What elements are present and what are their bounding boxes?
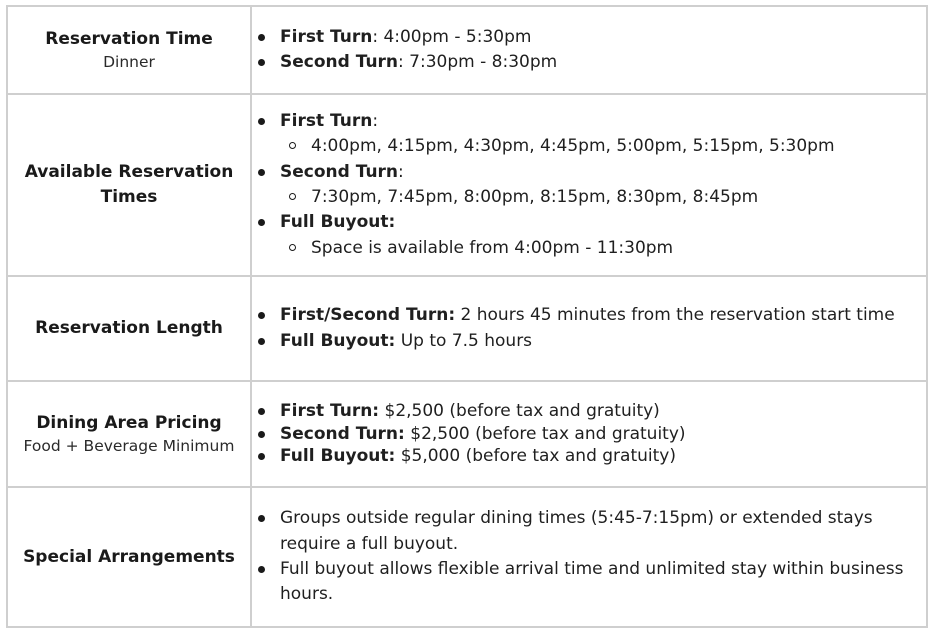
detail-list xyxy=(252,506,926,607)
row-label: Dining Area Pricing xyxy=(36,413,222,433)
row-detail-cell xyxy=(251,381,927,487)
item-term: First/Second Turn: xyxy=(280,305,456,326)
row-label-cell xyxy=(7,94,251,276)
row-detail-cell xyxy=(251,94,927,276)
table-row xyxy=(7,487,927,627)
reservation-table xyxy=(6,5,928,628)
list-item xyxy=(280,506,926,557)
item-text: Full buyout allows flexible arrival time and unlimited stay within business hours. xyxy=(280,559,904,605)
list-item xyxy=(280,423,926,446)
item-term: Full Buyout: xyxy=(280,212,396,233)
list-item xyxy=(280,160,926,211)
list-item xyxy=(280,210,926,261)
sub-list-item: Space is available from 4:00pm - 11:30pm xyxy=(311,236,926,261)
detail-list xyxy=(252,109,926,261)
item-text: : 7:30pm - 8:30pm xyxy=(398,52,558,72)
item-text: : xyxy=(372,111,379,132)
sub-list-item: 4:00pm, 4:15pm, 4:30pm, 4:45pm, 5:00pm, 5:15pm, 5:30pm xyxy=(311,134,926,159)
item-term: Full Buyout: xyxy=(280,330,396,351)
item-text: Groups outside regular dining times (5:45-7:15pm) or extended stays require a full buyout. xyxy=(280,508,873,554)
item-term: First Turn: xyxy=(280,401,380,422)
list-item xyxy=(280,445,926,468)
row-label-cell xyxy=(7,6,251,94)
row-label: Reservation Length xyxy=(35,318,223,338)
item-term: First Turn xyxy=(280,111,373,132)
row-label: Available Reservation Times xyxy=(24,162,234,207)
row-label: Special Arrangements xyxy=(23,546,235,567)
row-sublabel: Dinner xyxy=(103,53,155,71)
list-item xyxy=(280,557,926,608)
sub-list xyxy=(280,236,926,261)
row-label-cell xyxy=(7,381,251,487)
row-label-cell xyxy=(7,487,251,627)
detail-list xyxy=(252,25,926,76)
item-text: $2,500 (before tax and gratuity) xyxy=(404,423,686,444)
detail-list xyxy=(252,400,926,468)
item-term: Second Turn xyxy=(280,161,399,182)
list-item xyxy=(280,109,926,160)
sub-list xyxy=(280,134,926,159)
row-detail-cell xyxy=(251,276,927,381)
item-term: Full Buyout: xyxy=(280,446,396,467)
list-item xyxy=(280,303,926,328)
row-detail-cell xyxy=(251,487,927,627)
table-row xyxy=(7,381,927,487)
row-label-cell xyxy=(7,276,251,381)
list-item xyxy=(280,329,926,354)
item-text: 2 hours 45 minutes from the reservation start time xyxy=(455,305,895,326)
item-text: : xyxy=(398,161,404,182)
row-label: Reservation Time xyxy=(45,29,213,49)
item-text: : 4:00pm - 5:30pm xyxy=(372,26,532,47)
item-text: $5,000 (before tax and gratuity) xyxy=(395,446,676,467)
detail-list xyxy=(252,303,926,354)
sub-list-item: 7:30pm, 7:45pm, 8:00pm, 8:15pm, 8:30pm, 8:45pm xyxy=(311,185,926,210)
row-detail-cell xyxy=(251,6,927,94)
list-item xyxy=(280,50,926,75)
item-term: Second Turn xyxy=(280,52,399,72)
row-sublabel: Food + Beverage Minimum xyxy=(23,437,235,455)
table-row xyxy=(7,94,927,276)
item-text: Up to 7.5 hours xyxy=(395,330,533,351)
item-term: Second Turn: xyxy=(280,423,405,444)
sub-list xyxy=(280,185,926,210)
item-term: First Turn xyxy=(280,26,373,47)
list-item xyxy=(280,400,926,423)
list-item xyxy=(280,25,926,50)
table-row xyxy=(7,6,927,94)
table-row xyxy=(7,276,927,381)
item-text: $2,500 (before tax and gratuity) xyxy=(379,401,660,422)
